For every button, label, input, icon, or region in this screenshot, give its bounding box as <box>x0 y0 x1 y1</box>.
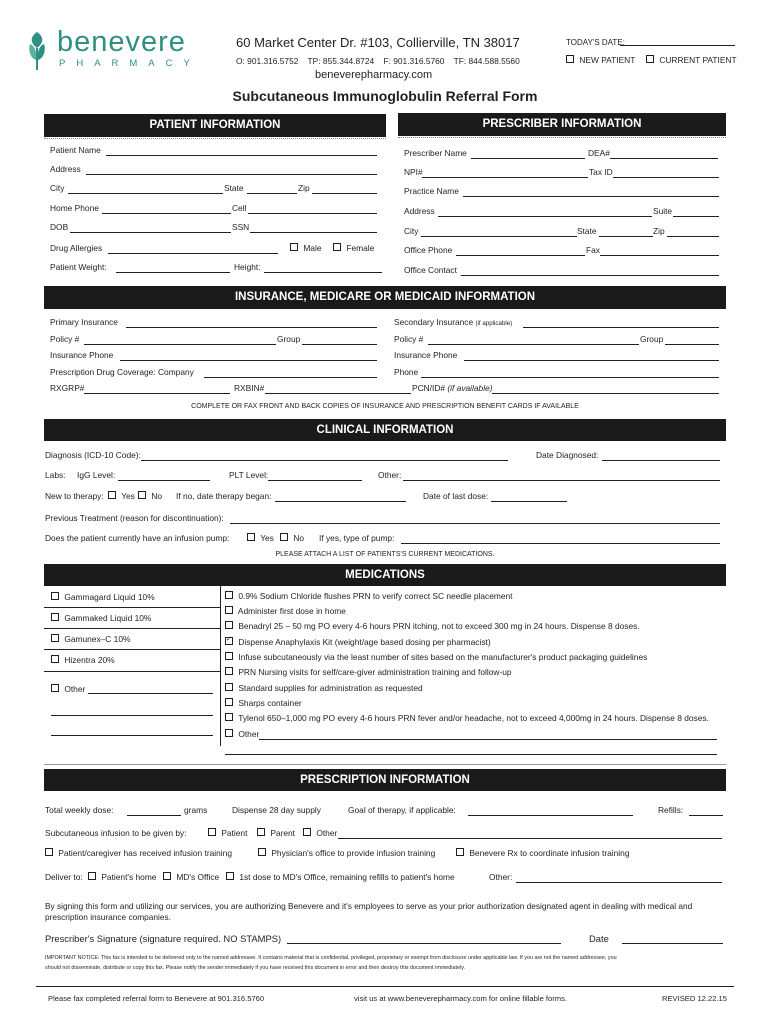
med-instruction-label: Administer first dose in home <box>237 606 346 616</box>
suite-input[interactable] <box>673 216 719 217</box>
refills-input[interactable] <box>689 815 723 816</box>
office-phone-label: Office Phone <box>404 245 453 255</box>
med-gamunex[interactable] <box>51 634 130 645</box>
phone2-input[interactable] <box>421 377 719 378</box>
checkbox-icon[interactable] <box>226 872 234 880</box>
labs-other-label: Other: <box>378 470 402 480</box>
suite-label: Suite <box>653 206 673 216</box>
dob-input[interactable] <box>70 232 231 233</box>
checkbox-icon[interactable] <box>163 872 171 880</box>
med-instruction-label: Dispense Anaphylaxis Kit (weight/age based dosing per pharmacist) <box>238 637 491 647</box>
female-checkbox[interactable] <box>333 243 374 254</box>
pump-type-label: If yes, type of pump: <box>319 533 395 543</box>
med-other-instruction-line2[interactable] <box>225 754 717 755</box>
policy-input[interactable] <box>84 344 276 345</box>
rx-coverage-input[interactable] <box>204 377 377 378</box>
phone2-label: Phone <box>394 367 419 377</box>
auth-text: By signing this form and utilizing our services, you are authorizing Benevere and it's employees to serve as your prior authorization designated agent in dealing with medical and <box>45 901 693 911</box>
height-label: Height: <box>234 262 261 272</box>
med-instruction-label: Tylenol 650–1,000 mg PO every 4-6 hours PRN fever and/or headache, not to exceed 4,000mg in 24 hours. Dispense 8 doses. <box>238 713 709 723</box>
date-input[interactable] <box>622 943 723 944</box>
auth-text-2: prescription insurance companies. <box>45 912 171 922</box>
todays-date-input[interactable] <box>620 45 735 46</box>
checkbox-icon[interactable] <box>225 591 233 599</box>
group-label: Group <box>277 334 301 344</box>
med-instruction[interactable] <box>225 683 423 694</box>
home-phone-label: Home Phone <box>50 203 99 213</box>
footer-rule <box>36 986 734 987</box>
med-gammaked[interactable] <box>51 613 151 624</box>
infusion-patient[interactable] <box>208 828 247 839</box>
office-contact-input[interactable] <box>461 275 719 276</box>
patient-zip-label: Zip <box>298 183 310 193</box>
grams-label: grams <box>184 805 208 815</box>
website: beneverepharmacy.com <box>315 69 433 81</box>
med-instruction[interactable] <box>225 729 259 740</box>
secondary-ins-text: Secondary Insurance <box>394 317 474 327</box>
goal-label: Goal of therapy, if applicable: <box>348 805 456 815</box>
checkbox-icon[interactable] <box>257 828 265 836</box>
checkbox-icon[interactable] <box>51 655 59 663</box>
checkbox-icon[interactable] <box>646 55 654 63</box>
weekly-dose-label: Total weekly dose: <box>45 805 114 815</box>
checkbox-icon[interactable] <box>138 491 146 499</box>
brand-sub: PHARMACY <box>59 58 201 69</box>
home-phone-input[interactable] <box>102 213 231 214</box>
rxbin-label: RXBIN# <box>234 383 265 393</box>
if-no-input[interactable] <box>275 501 406 502</box>
prescriber-zip-input[interactable] <box>667 236 719 237</box>
previous-input[interactable] <box>230 523 720 524</box>
rxgrp-label: RXGRP# <box>50 383 85 393</box>
rxbin-input[interactable] <box>265 393 411 394</box>
med-hizentra[interactable] <box>51 655 115 666</box>
med-gammagard[interactable] <box>51 592 155 603</box>
signature-input[interactable] <box>287 943 561 944</box>
last-dose-label: Date of last dose: <box>423 491 489 501</box>
refills-label: Refills: <box>658 805 684 815</box>
policy2-input[interactable] <box>428 344 639 345</box>
ins-phone-label: Insurance Phone <box>50 350 114 360</box>
prescriber-city-label: City <box>404 226 419 236</box>
female-label: Female <box>346 243 375 253</box>
labs-other-input[interactable] <box>403 480 720 481</box>
footer-fax: Please fax completed referral form to Benevere at 901.316.5760 <box>48 994 265 1003</box>
pump-yes[interactable] <box>247 533 274 544</box>
prescriber-name-input[interactable] <box>471 158 585 159</box>
insurance-header: INSURANCE, MEDICARE OR MEDICAID INFORMATION <box>44 286 726 309</box>
infusion-parent[interactable] <box>257 828 295 839</box>
ins-phone-input[interactable] <box>120 360 377 361</box>
med-other[interactable] <box>51 684 85 695</box>
med-instruction[interactable] <box>225 591 513 602</box>
checkbox-icon[interactable] <box>333 243 341 251</box>
med-instruction-label: Sharps container <box>238 698 302 708</box>
checkbox-icon[interactable] <box>225 667 233 675</box>
group2-input[interactable] <box>665 344 719 345</box>
med-instruction[interactable] <box>225 652 647 663</box>
checkbox-icon[interactable] <box>51 592 59 600</box>
patient-name-input[interactable] <box>106 155 377 156</box>
allergies-input[interactable] <box>108 253 278 254</box>
leaf-logo-icon <box>27 30 47 70</box>
prescriber-state-label: State <box>577 226 597 236</box>
secondary-ins-label <box>394 317 512 329</box>
prescriber-city-input[interactable] <box>421 236 577 237</box>
prescriber-address-input[interactable] <box>438 216 652 217</box>
fax-label: Fax <box>586 245 600 255</box>
deliver-home[interactable] <box>88 872 156 883</box>
deliver-other-label: Other: <box>489 872 513 882</box>
goal-input[interactable] <box>468 815 633 816</box>
deliver-other-input[interactable] <box>516 882 722 883</box>
prescriber-address-label: Address <box>404 206 435 216</box>
med-instruction[interactable] <box>225 667 512 678</box>
checkbox-icon[interactable] <box>225 652 233 660</box>
new-therapy-label: New to therapy: <box>45 491 104 501</box>
male-label: Male <box>303 243 322 253</box>
address: 60 Market Center Dr. #103, Collierville, TN 38017 <box>236 35 520 50</box>
med-left-divider <box>44 649 220 650</box>
patient-label: Patient <box>221 828 248 838</box>
patient-name-label: Patient Name <box>50 145 101 155</box>
prescriber-name-label: Prescriber Name <box>404 148 467 158</box>
med-other-instruction-input[interactable] <box>259 739 717 740</box>
dotted-rule <box>44 138 386 139</box>
primary-ins-label: Primary Insurance <box>50 317 118 327</box>
tax-input[interactable] <box>613 177 719 178</box>
ins-phone2-label: Insurance Phone <box>394 350 458 360</box>
pump-type-input[interactable] <box>401 543 720 544</box>
male-checkbox[interactable] <box>290 243 321 254</box>
parent-label: Parent <box>270 828 296 838</box>
footer-revised: REVISED 12.22.15 <box>662 994 728 1003</box>
medications-header: MEDICATIONS <box>44 564 726 586</box>
med-other-input[interactable] <box>88 693 213 694</box>
training-benevere[interactable] <box>456 848 629 859</box>
plt-label: PLT Level: <box>229 470 269 480</box>
new-therapy-no[interactable] <box>138 491 162 502</box>
checkbox-icon[interactable] <box>456 848 464 856</box>
if-no-label: If no, date therapy began: <box>176 491 272 501</box>
med-instruction-label: 0.9% Sodium Chloride flushes PRN to verify correct SC needle placement <box>238 591 513 601</box>
med-left-divider <box>44 607 220 608</box>
npi-input[interactable] <box>422 177 588 178</box>
footer-visit: visit us at www.beneverepharmacy.com for online fillable forms. <box>354 994 567 1003</box>
no-label: No <box>151 491 163 501</box>
checkbox-icon[interactable] <box>51 634 59 642</box>
patient-address-input[interactable] <box>86 174 377 175</box>
pump-no[interactable] <box>280 533 304 544</box>
last-dose-input[interactable] <box>491 501 567 502</box>
dotted-rule <box>398 137 726 138</box>
todays-date-label: TODAY'S DATE: <box>566 38 625 47</box>
checkbox-icon[interactable] <box>225 729 233 737</box>
new-patient-checkbox[interactable] <box>566 55 635 66</box>
med-left-column <box>44 586 221 746</box>
office-phone-input[interactable] <box>456 255 585 256</box>
date-diagnosed-input[interactable] <box>602 460 720 461</box>
checkbox-icon[interactable] <box>290 243 298 251</box>
office-contact-label: Office Contact <box>404 265 457 275</box>
med-instruction[interactable] <box>225 698 302 709</box>
training-patient[interactable] <box>45 848 232 859</box>
ssn-label: SSN <box>232 222 250 232</box>
med-instruction-label: Infuse subcutaneously via the least number of sites based on the manufacturer's product packaging guidelines <box>238 652 648 662</box>
phones: O: 901.316.5752 TP: 855.344.8724 F: 901.316.5760 TF: 844.588.5560 <box>236 56 520 66</box>
checkbox-icon[interactable] <box>45 848 53 856</box>
med-instruction[interactable] <box>225 637 491 648</box>
tax-label: Tax ID <box>589 167 613 177</box>
clinical-note: PLEASE ATTACH A LIST OF PATIENTS'S CURRENT MEDICATIONS. <box>275 551 495 558</box>
dea-label: DEA# <box>588 148 610 158</box>
igg-input[interactable] <box>118 480 210 481</box>
checkbox-icon[interactable] <box>225 621 233 629</box>
med-label: Gammagard Liquid 10% <box>64 592 155 602</box>
rx-coverage-label: Prescription Drug Coverage: Company <box>50 367 194 377</box>
important-notice-2: should not disseminate, distribute or copy this fax. Please notify the sender immediately if you have received this document in error and then destroy this document immediately. <box>45 965 465 971</box>
med-instruction-label: Standard supplies for administration as requested <box>238 683 423 693</box>
new-therapy-yes[interactable] <box>108 491 135 502</box>
checkbox-icon[interactable] <box>225 713 233 721</box>
med-instruction-label: PRN Nursing visits for self/care-giver administration training and follow-up <box>238 667 512 677</box>
form-title: Subcutaneous Immunoglobulin Referral Form <box>232 88 538 104</box>
checkbox-icon[interactable] <box>51 684 59 692</box>
med-label: Hizentra 20% <box>64 655 115 665</box>
pcn-note: (if available) <box>447 383 493 393</box>
weight-input[interactable] <box>116 272 230 273</box>
rxgrp-input[interactable] <box>84 393 230 394</box>
pcn-text: PCN/ID# <box>412 383 446 393</box>
pcn-label <box>412 383 493 394</box>
first-dose-label: 1st dose to MD's Office, remaining refills to patient's home <box>239 872 455 882</box>
deliver-first-dose[interactable] <box>226 872 455 883</box>
train3-label: Benevere Rx to coordinate infusion training <box>469 848 630 858</box>
policy2-label: Policy # <box>394 334 424 344</box>
med-bottom-line <box>44 764 726 765</box>
train2-label: Physician's office to provide infusion training <box>271 848 436 858</box>
med-left-divider <box>44 671 220 672</box>
fax-input[interactable] <box>600 255 719 256</box>
new-patient-label: NEW PATIENT <box>579 55 636 65</box>
checkbox-icon[interactable] <box>258 848 266 856</box>
patient-address-label: Address <box>50 164 81 174</box>
if-applicable: (if applicable) <box>475 320 513 327</box>
train1-label: Patient/caregiver has received infusion training <box>58 848 232 858</box>
checkbox-icon[interactable] <box>303 828 311 836</box>
ins-phone2-input[interactable] <box>464 360 719 361</box>
secondary-ins-input[interactable] <box>523 327 719 328</box>
checkbox-icon[interactable] <box>247 533 255 541</box>
current-patient-checkbox[interactable] <box>646 55 737 66</box>
no-label: No <box>293 533 305 543</box>
diagnosis-label: Diagnosis (ICD-10 Code): <box>45 450 141 460</box>
prescription-header: PRESCRIPTION INFORMATION <box>44 769 726 791</box>
home-label: Patient's home <box>101 872 157 882</box>
cell-label: Cell <box>232 203 247 213</box>
checked-checkbox-icon[interactable] <box>225 637 233 645</box>
prescriber-info-header: PRESCRIBER INFORMATION <box>398 113 726 136</box>
weekly-dose-input[interactable] <box>127 815 181 816</box>
diagnosis-input[interactable] <box>141 460 508 461</box>
primary-ins-input[interactable] <box>126 327 377 328</box>
prescriber-state-input[interactable] <box>599 236 653 237</box>
md-label: MD's Office <box>176 872 220 882</box>
practice-label: Practice Name <box>404 186 459 196</box>
yes-label: Yes <box>260 533 274 543</box>
patient-state-label: State <box>224 183 244 193</box>
patient-zip-input[interactable] <box>312 193 377 194</box>
prescriber-zip-label: Zip <box>653 226 665 236</box>
checkbox-icon[interactable] <box>88 872 96 880</box>
checkbox-icon[interactable] <box>108 491 116 499</box>
current-patient-label: CURRENT PATIENT <box>659 55 737 65</box>
important-notice: IMPORTANT NOTICE: This fax is intended to be delivered only to the named addressee. It contains material that is confidential, privileged, proprietary or exempt from disclosure under applicable law. If you are not the named addressee, you <box>45 955 617 961</box>
infusion-other-input[interactable] <box>338 838 722 839</box>
plt-input[interactable] <box>268 480 362 481</box>
infusion-by-label: Subcutaneous infusion to be given by: <box>45 828 187 838</box>
practice-input[interactable] <box>463 196 719 197</box>
clinical-header: CLINICAL INFORMATION <box>44 419 726 441</box>
dispense-label: Dispense 28 day supply <box>232 805 321 815</box>
checkbox-icon[interactable] <box>566 55 574 63</box>
med-label: Gammaked Liquid 10% <box>64 613 152 623</box>
allergies-label: Drug Allergies <box>50 243 103 253</box>
insurance-note: COMPLETE OR FAX FRONT AND BACK COPIES OF INSURANCE AND PRESCRIPTION BENEFIT CARDS IF AVAILABLE <box>191 403 579 410</box>
pcn-input[interactable] <box>492 393 719 394</box>
med-instruction-label: Other <box>238 729 260 739</box>
dob-label: DOB <box>50 222 69 232</box>
date-label: Date <box>589 933 609 944</box>
med-instruction[interactable] <box>225 713 709 724</box>
logo <box>27 26 207 74</box>
labs-label: Labs: <box>45 470 66 480</box>
dea-input[interactable] <box>610 158 718 159</box>
infusion-other[interactable] <box>303 828 337 839</box>
group2-label: Group <box>640 334 664 344</box>
brand-name: benevere <box>57 26 186 58</box>
checkbox-icon[interactable] <box>225 698 233 706</box>
patient-state-input[interactable] <box>247 193 297 194</box>
group-input[interactable] <box>302 344 377 345</box>
training-physician[interactable] <box>258 848 435 859</box>
policy-label: Policy # <box>50 334 80 344</box>
deliver-md[interactable] <box>163 872 219 883</box>
cell-input[interactable] <box>248 213 377 214</box>
patient-info-header: PATIENT INFORMATION <box>44 114 386 137</box>
igg-label: IgG Level: <box>77 470 116 480</box>
date-diagnosed-label: Date Diagnosed: <box>536 450 599 460</box>
checkbox-icon[interactable] <box>208 828 216 836</box>
med-instruction-label: Benadryl 25 – 50 mg PO every 4-6 hours PRN itching, not to exceed 300 mg in 24 hours. Dispense 8 doses. <box>238 621 640 631</box>
weight-label: Patient Weight: <box>50 262 107 272</box>
med-label: Gamunex–C 10% <box>64 634 131 644</box>
med-other-line3[interactable] <box>51 735 213 736</box>
med-instruction[interactable] <box>225 621 640 632</box>
med-left-divider <box>44 628 220 629</box>
checkbox-icon[interactable] <box>51 613 59 621</box>
ssn-input[interactable] <box>250 232 377 233</box>
patient-city-input[interactable] <box>68 193 223 194</box>
med-other-line2[interactable] <box>51 715 213 716</box>
checkbox-icon[interactable] <box>280 533 288 541</box>
med-instruction[interactable] <box>225 606 346 617</box>
signature-label: Prescriber's Signature (signature required. NO STAMPS) <box>45 933 282 944</box>
checkbox-icon[interactable] <box>225 606 233 614</box>
checkbox-icon[interactable] <box>225 683 233 691</box>
patient-city-label: City <box>50 183 65 193</box>
npi-label: NPI# <box>404 167 423 177</box>
med-label: Other <box>64 684 86 694</box>
pump-question: Does the patient currently have an infusion pump: <box>45 533 230 543</box>
previous-label: Previous Treatment (reason for discontinuation): <box>45 513 224 523</box>
height-input[interactable] <box>264 272 382 273</box>
yes-label: Yes <box>121 491 135 501</box>
deliver-label: Deliver to: <box>45 872 83 882</box>
other-label: Other <box>316 828 338 838</box>
